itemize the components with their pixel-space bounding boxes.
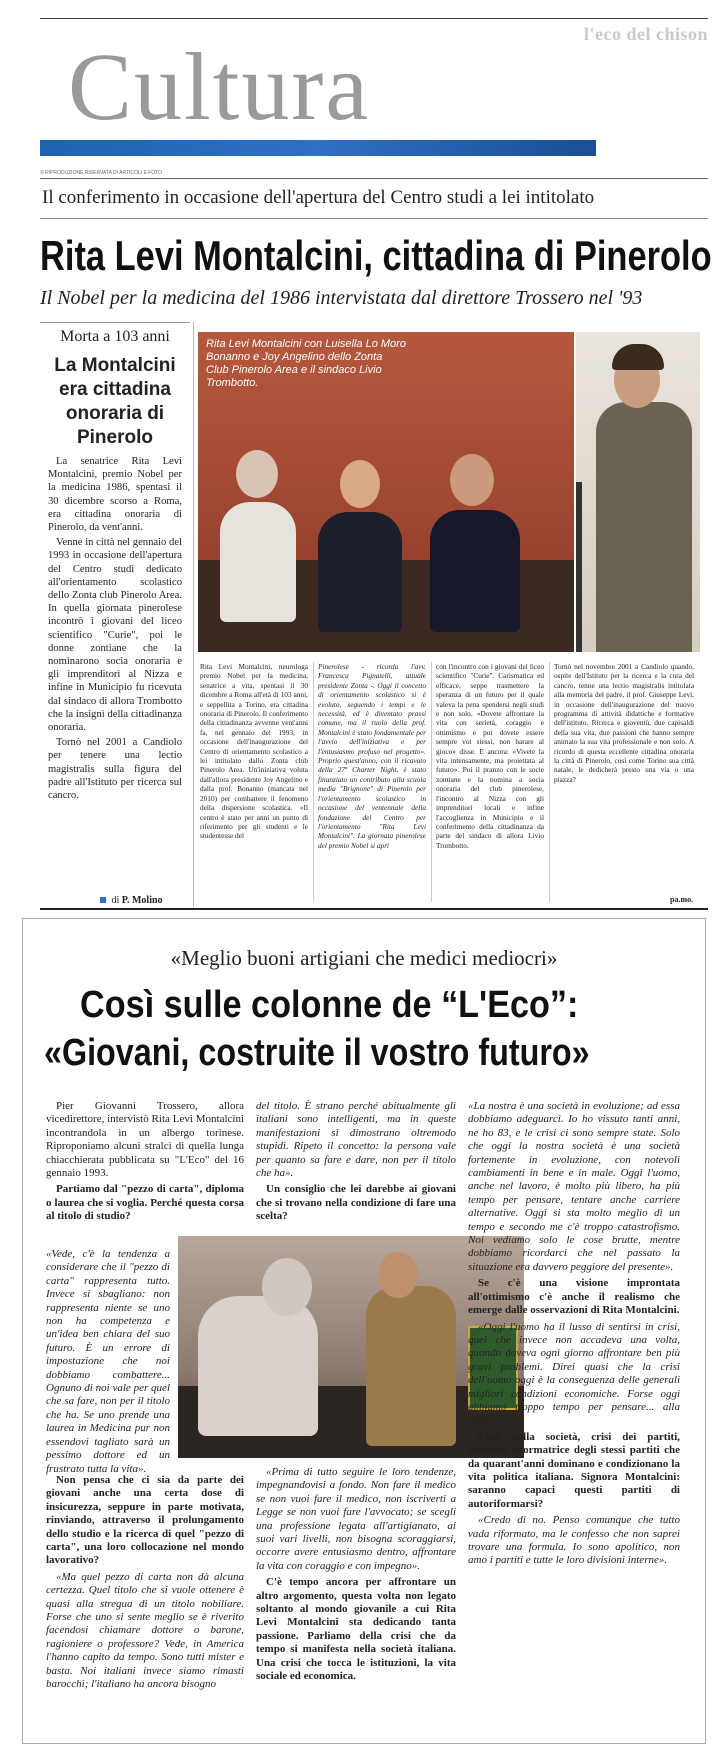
answer: «Oggi l'uomo ha il lusso di sentirsi in crisi, quel che invece non accadeva una volta, quando doveva ogni giorno affrontare ben più gravi problemi. Direi quasi che la crisi dell'uomo oggi è la conseguenza delle generali migliori condizioni economiche. Forse oggi abbiamo troppo tempo per pensare... alla crisi». <box>468 1320 680 1427</box>
masthead-bar <box>40 140 596 156</box>
photo-caption: Rita Levi Montalcini con Luisella Lo Moro Bonanno e Joy Angelino dello Zonta Club Pinerolo Area e il sindaco Livio Trombotto. <box>206 338 406 389</box>
newspaper-name: l'eco del chison <box>584 24 708 44</box>
column-separator <box>193 322 194 907</box>
article1-column: Rita Levi Montalcini, neurologa premio Nobel per la medicina, senatrice a vita, spentasi il 30 dicembre a Roma all'età di 103 anni, e seppellita a Torino, era cittadina onoraria di Pinerolo. Il conferimento della cittadinanza avvenne vent'anni fa, nel gennaio del 1993, in occasione dell'inaugurazione del Centro di orientamento scolastico a lei intitolato dallo Zonta club Pinerolo Area. Un'iniziativa voluta dall'allora presidente Joy Angelino e dalla prof. Bonanno (mancata nel 2010) per combattere il fenomeno della dispersione scolastica. «Il centro è stato per anni un punto di riferimento per gli studenti e le studentesse del <box>200 662 308 841</box>
article1-signature: pa.mo. <box>670 895 694 904</box>
question: C'è tempo ancora per affrontare un altro argomento, questa volta non legato soltanto al mondo giovanile a cui Rita Levi Montalcini sta dedicando tanta passione. Parliamo della crisi che da tempo si manifesta nella società italiana. Una crisi che tocca le istituzioni, la vita sociale ed economica. <box>256 1576 456 1683</box>
answer: «Credo di no. Penso comunque che tutto vada riformato, ma le confesso che non saprei trovare una formula. Io sono apolitico, non amo i partiti e tutte le loro divisioni interne». <box>468 1514 680 1567</box>
subheadline: Il Nobel per la medicina del 1986 intervistata dal direttore Trossero nel '93 <box>40 287 643 309</box>
answer: «Vede, c'è la tendenza a considerare che il "pezzo di carta" rappresenta tutto. Invece si sbagliano: non rappresenta niente se uno non ha competenza e un'idea ben chiara del suo futuro. È un errore di impostazione che noi dobbiamo combattere... Ognuno di noi vale per quel che sa fare, non per il titolo che ha. Se uno prende una laurea in Medicina pur non essendovi tagliato sarà un pessimo dottore ed un frustrato tutta la vita». <box>46 1248 170 1475</box>
byline-prefix: di <box>111 895 120 906</box>
person-head <box>236 450 278 498</box>
person-head <box>262 1258 312 1316</box>
sidebar-paragraph: La senatrice Rita Levi Montalcini, premio Nobel per la medicina 1986, spentasi il 30 dicembre scorso a Roma, era cittadina onoraria di Pinerolo, da vent'anni. <box>48 456 182 534</box>
answer: del titolo. È strano perché abitualmente gli italiani sono intelligenti, ma in queste manifestazioni si dimostrano oltremodo stupidi. Ripeto il concetto: la persona vale per quanto sa fare e dare, non per il titolo che ha». <box>256 1100 456 1180</box>
answer: «Ma quel pezzo di carta non dà alcuna certezza. Quel titolo che si vuole ottenere è quasi alla stregua di un titolo nobiliare. Forse che uno si sente meglio se è riverito facendosi chiamare dottore o barone, ragioniere o professore? Vede, in America l'hanno capito da tempo. Sono tutti mister e basta. Noi italiani invece siamo rimasti barocchi; l'italiano ha ancora bisogno <box>46 1570 244 1691</box>
sidebar-kicker: Morta a 103 anni <box>60 328 170 345</box>
kicker: Il conferimento in occasione dell'apertura del Centro studi a lei intitolato <box>42 187 595 208</box>
copyright-note: © RIPRODUZIONE RISERVATA DI ARTICOLI E FOTO <box>40 170 163 176</box>
article1-column: Pinerolese - ricorda l'avv. Francesca Pignatelli, attuale presidente Zonta -. Oggi il concetto di orientamento scolastico si è evoluto, seguendo i tempi e le necessità, ed è diventato prassi comune, ma il ruolo della prof. Montalcini è stato fondamentale per l'avvio dell'iniziativa e per l'entusiasmo profuso nel progetto». Proprio quest'anno, con il ricavato della 27ª Charter Night, è stato finanziato un contributo alla scuola media "Brignone" di Pinerolo per l'orientamento scolastico in occasione del ventennale della fondazione del Centro per l'orientamento "Rita Levi Montalcini". La giornata pinerolese del premio Nobel si aprì <box>318 662 426 850</box>
sidebar-paragraph: Tornò nel 2001 a Candiolo per tenere una lectio magistralis sulla figura del padre all'Istituto per ricerca sul cancro. <box>48 737 182 802</box>
article2-column-2-lower <box>256 1466 456 1687</box>
kicker-rule <box>40 218 708 219</box>
section-title-text: Cultura <box>68 33 370 140</box>
person-shape <box>596 402 692 652</box>
person-head <box>378 1252 418 1298</box>
person-shape <box>220 502 296 622</box>
person-shape <box>430 510 520 632</box>
column-separator <box>313 662 314 902</box>
article2-column-1-lower <box>46 1474 244 1695</box>
column-separator <box>549 662 550 902</box>
question: Partiamo dal "pezzo di carta", diploma o laurea che si voglia. Perché questa corsa al titolo di studio? <box>46 1183 244 1223</box>
sidebar-title: La Montalcini era cittadina onoraria di Pinerolo <box>54 355 176 448</box>
intro-paragraph: Pier Giovanni Trossero, allora vicedirettore, intervistò Rita Levi Montalcini incontrandola in un albergo torinese. Riproponiamo alcuni stralci di quella lunga chiacchierata pubblicata su "L'Eco" del 16 gennaio 1993. <box>46 1100 244 1180</box>
section-title <box>68 32 468 142</box>
article1-column: Tornò nel novembre 2001 a Candiolo quando, ospite dell'Istituto per la ricerca e la cura del cancro, tenne una lectio magistralis intitolata alla memoria del padre, il prof. Giuseppe Levi, in occasione dell'inaugurazione del nuovo programma di attività didattiche e formative dell'istituto. Ricerca e gioventù, due capisaldi della sua vita, due passioni che hanno sempre animato la sua vita professionale e non solo. A ricordo di questa eccellente cittadina onoraria la città di Pinerolo, così come Torino sua città natale, le dedicherà presto una via o una piazza? <box>554 662 694 784</box>
article2-column-3 <box>468 1100 680 1571</box>
person-shape <box>366 1286 456 1446</box>
question: Se c'è una visione improntata all'ottimismo c'è anche il realismo che emerge dalle osservazioni di Rita Montalcini. <box>468 1277 680 1317</box>
headline: Rita Levi Montalcini, cittadina di Pinerolo <box>40 232 712 279</box>
person-shape <box>318 512 402 632</box>
article2-headline-1: Così sulle colonne de “L'Eco”: <box>80 984 579 1026</box>
question: Non pensa che ci sia da parte dei giovani anche una certa dose di insicurezza, seppure in parte motivata, rinviando, attraverso il prolungamento dello studio e la ricerca di quel "pezzo di carta", una loro collocazione nel mondo lavorativo? <box>46 1474 244 1567</box>
question: Un consiglio che lei darebbe ai giovani che si trovano nella condizione di fare una scelta? <box>256 1183 456 1223</box>
article1-column: con l'incontro con i giovani del liceo scientifico "Curie". Carismatica ed efficace, seppe trasmettere la speranza di un futuro per il quale valeva la pena spendersi negli studi e non solo. «Dovete affrontare la vita con serietà, coraggio e ottimismo e poi dovete essere sempre voi stessi, non barare al gioco» disse. E ancora: «Vivete la vita intensamente, ma proiettata al futuro». Poi il pranzo con le socie zontiane e la nomina a socia onoraria del club pinerolese, l'incontro al Nizza con gli imprenditori locali e infine l'accoglienza in Municipio e il conferimento della cittadinanza da parte del sindaco di allora Livio Trombotto. <box>436 662 544 850</box>
section-divider <box>40 908 708 910</box>
byline-name: P. Molino <box>121 895 163 906</box>
person-head <box>340 460 380 508</box>
answer: «Prima di tutto seguire le loro tendenze, impegnandovisi a fondo. Non fare il medico se non vuoi fare il medico, non iscriverti a Legge se non vuoi fare l'avvocato; se scegli una professione legata all'artigianato, ai suoi vari livelli, non bisogna scoraggiarsi, occorre avere entusiasmo dentro, affrontare la vita con coraggio e con impegno». <box>256 1466 456 1572</box>
question: Crisi della società, crisi dei partiti, capacità riformatrice degli stessi partiti che da quarant'anni dominano e condizionano la vita politica italiana. Signora Montalcini: saranno capaci questi partiti di autoriformarsi? <box>468 1430 680 1510</box>
ceremony-photo <box>198 332 574 652</box>
answer: «La nostra è una società in evoluzione; ad essa dobbiamo adeguarci. Io ho vissuto tanti anni, ne ho 83, e le crisi ci sono sempre state. Solo che oggi la nostra società è una società fortemente in evoluzione, con notevoli cambiamenti in bene e in male. Oggi l'uomo, anche nel lavoro, è molto più libero, ha più tempo per pensare, tentare anche carriere alternative. Oggi si sta molto meglio di un tempo e secondo me c'è troppo catastrofismo. Noi vediamo solo le cose brutte, mentre dobbiamo ricordarci che nel passato la situazione era davvero peggiore del presente». <box>468 1100 680 1273</box>
mayor-photo <box>576 332 700 652</box>
microphone-stand <box>576 482 582 652</box>
sidebar-top-rule <box>40 322 190 323</box>
person-shape <box>198 1296 318 1436</box>
article2-column-2 <box>256 1100 456 1227</box>
sidebar-byline <box>100 895 163 906</box>
top-rule <box>40 18 708 19</box>
article2-column-1 <box>46 1100 244 1227</box>
column-separator <box>431 662 432 902</box>
article2-kicker: «Meglio buoni artigiani che medici mediocri» <box>170 946 558 970</box>
sidebar-paragraph: Venne in città nel gennaio del 1993 in occasione dell'apertura del Centro studi dedicato all'orientamento scolastico dello Zonta club Pinerolo Area. In quella giornata pinerolese incontrò i giovani del liceo scientifico "Curie", poi le donne zontiane che la nominarono socia onoraria e gli imprenditori al Nizza e infine in Municipio fu ricevuta dal sindaco di allora Trombotto che la insignì della cittadinanza onoraria. <box>48 537 182 734</box>
sidebar-body <box>48 455 182 804</box>
article2-headline-2: «Giovani, costruite il vostro futuro» <box>44 1032 590 1074</box>
masthead-rule <box>40 178 708 179</box>
square-bullet-icon <box>100 897 106 903</box>
person-head <box>450 454 494 506</box>
person-hair <box>612 344 664 370</box>
